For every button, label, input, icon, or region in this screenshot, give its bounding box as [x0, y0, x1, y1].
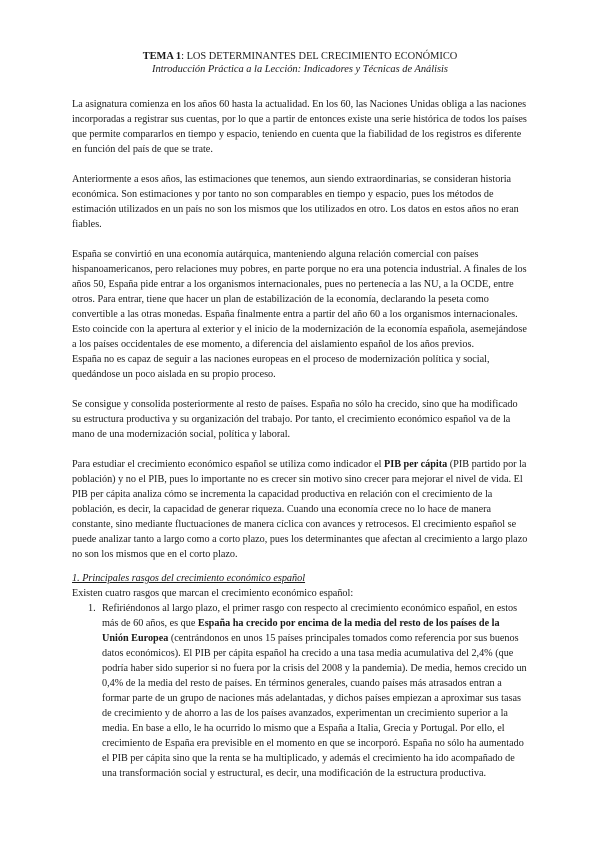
- list-item-part-a: Refiriéndonos al largo plazo, el primer rasgo con respecto al crecimiento económico español, en estos más de 60 años, es que: [102, 603, 518, 629]
- list-item-1: [72, 601, 528, 781]
- paragraph-4: España no es capaz de seguir a las naciones europeas en el proceso de modernización política y social, quedándose un poco aislada en su propio proceso.: [72, 354, 490, 380]
- page-title: [72, 50, 528, 63]
- section-heading: 1. Principales rasgos del crecimiento económico español: [72, 573, 306, 584]
- paragraph-2: Anteriormente a esos años, las estimaciones que tenemos, aun siendo extraordinarias, se consideran historia económica. Son estimaciones y por tanto no son comparables en tiempo y espacio, pues los métodos de estimación utilizados en un país no son los mismos que los utilizados en otro. Los datos en estos años no eran fiables.: [72, 174, 519, 230]
- paragraph-1: La asignatura comienza en los años 60 hasta la actualidad. En los 60, las Naciones Unidas obliga a las naciones incorporadas a registrar sus cuentas, por lo que a partir de entonces existe una serie histórica de todos los países que permite compararlos en tiempo y espacio, teniendo en cuenta que la fiabilidad de los registros es diferente en función del país de que se trate.: [72, 99, 527, 155]
- paragraph-5: Se consigue y consolida posteriormente al resto de países. España no sólo ha crecido, sino que ha modificado su estructura productiva y su organización del trabajo. Por tanto, el crecimiento económico español va de la mano de una modernización social, política y laboral.: [72, 399, 518, 440]
- list-item-number: 1.: [88, 603, 96, 614]
- section-intro: Existen cuatro rasgos que marcan el crecimiento económico español:: [72, 588, 354, 599]
- list-item-part-b: (centrándonos en unos 15 países principales tomados como referencia por sus buenos datos económicos). El PIB per cápita español ha crecido a una tasa media acumulativa del 2,4% (que podría haber sido superior si no fuera por la crisis del 2008 y la pandemia). De media, hemos crecido un 0,4% de la media del resto de países. En términos generales, cuando países más atrasados entran a formar parte de un grupo de naciones más adelantadas, y dichos países empiezan a aproximar sus tasas de crecimiento y de ahorro a las de los países avanzados, experimentan un crecimiento superior a la media. En base a ello, le ha ocurrido lo mismo que a España a Italia, Grecia y Portugal. Por ello, el crecimiento de España era previsible en el momento en que se incorporó. España no sólo ha aumentado el PIB per cápita sino que la renta se ha multiplicado, y además el crecimiento ha ido acompañado de una transformación social y estructural, es decir, una modificación de la estructura productiva.: [102, 633, 527, 779]
- title-rest: : LOS DETERMINANTES DEL CRECIMIENTO ECONÓMICO: [181, 51, 458, 62]
- paragraph-3: España se convirtió en una economía autárquica, manteniendo alguna relación comercial con países hispanoamericanos, pero relaciones muy pobres, en parte porque no era una potencia industrial. A finales de los años 50, España pide entrar a los organismos internacionales, pues no pertenecía a las NU, a la OCDE, entre otros. Para entrar, tiene que hacer un plan de estabilización de la economía, declarando la peseta como convertible a las otras monedas. España finalmente entra a partir del año 60 a los organismos internacionales. Esto coincide con la apertura al exterior y el inicio de la modernización de la economía española, asemejándose a los países occidentales de ese momento, a diferencia del aislamiento español de los años previos.: [72, 249, 527, 350]
- list-item-bold: España ha crecido por encima de la media del resto de los países de la Unión Europea: [102, 618, 500, 644]
- title-bold: TEMA 1: [142, 51, 182, 62]
- paragraph-6-part-b: (PIB partido por la población) y no el PIB, pues lo importante no es crecer sin motivo sino crecer para mejorar el nivel de vida. El PIB per cápita analiza cómo se incrementa la capacidad productiva en relación con el crecimiento de la población, es decir, la capacidad de generar riqueza. Cuando una economía crece no lo hace de manera constante, sino mediante fluctuaciones de manera cíclica con avances y retrocesos. El crecimiento español se puede analizar tanto a largo como a corto plazo, pues los determinantes que afectan al crecimiento a largo plazo no son los mismos que en el corto plazo.: [72, 459, 528, 560]
- paragraph-6: [72, 457, 528, 562]
- list-item-text: [102, 601, 528, 781]
- pib-per-capita-bold: PIB per cápita: [384, 459, 448, 470]
- paragraph-6-part-a: Para estudiar el crecimiento económico español se utiliza como indicador el: [72, 459, 385, 470]
- page-subtitle: Introducción Práctica a la Lección: Indicadores y Técnicas de Análisis: [152, 64, 448, 75]
